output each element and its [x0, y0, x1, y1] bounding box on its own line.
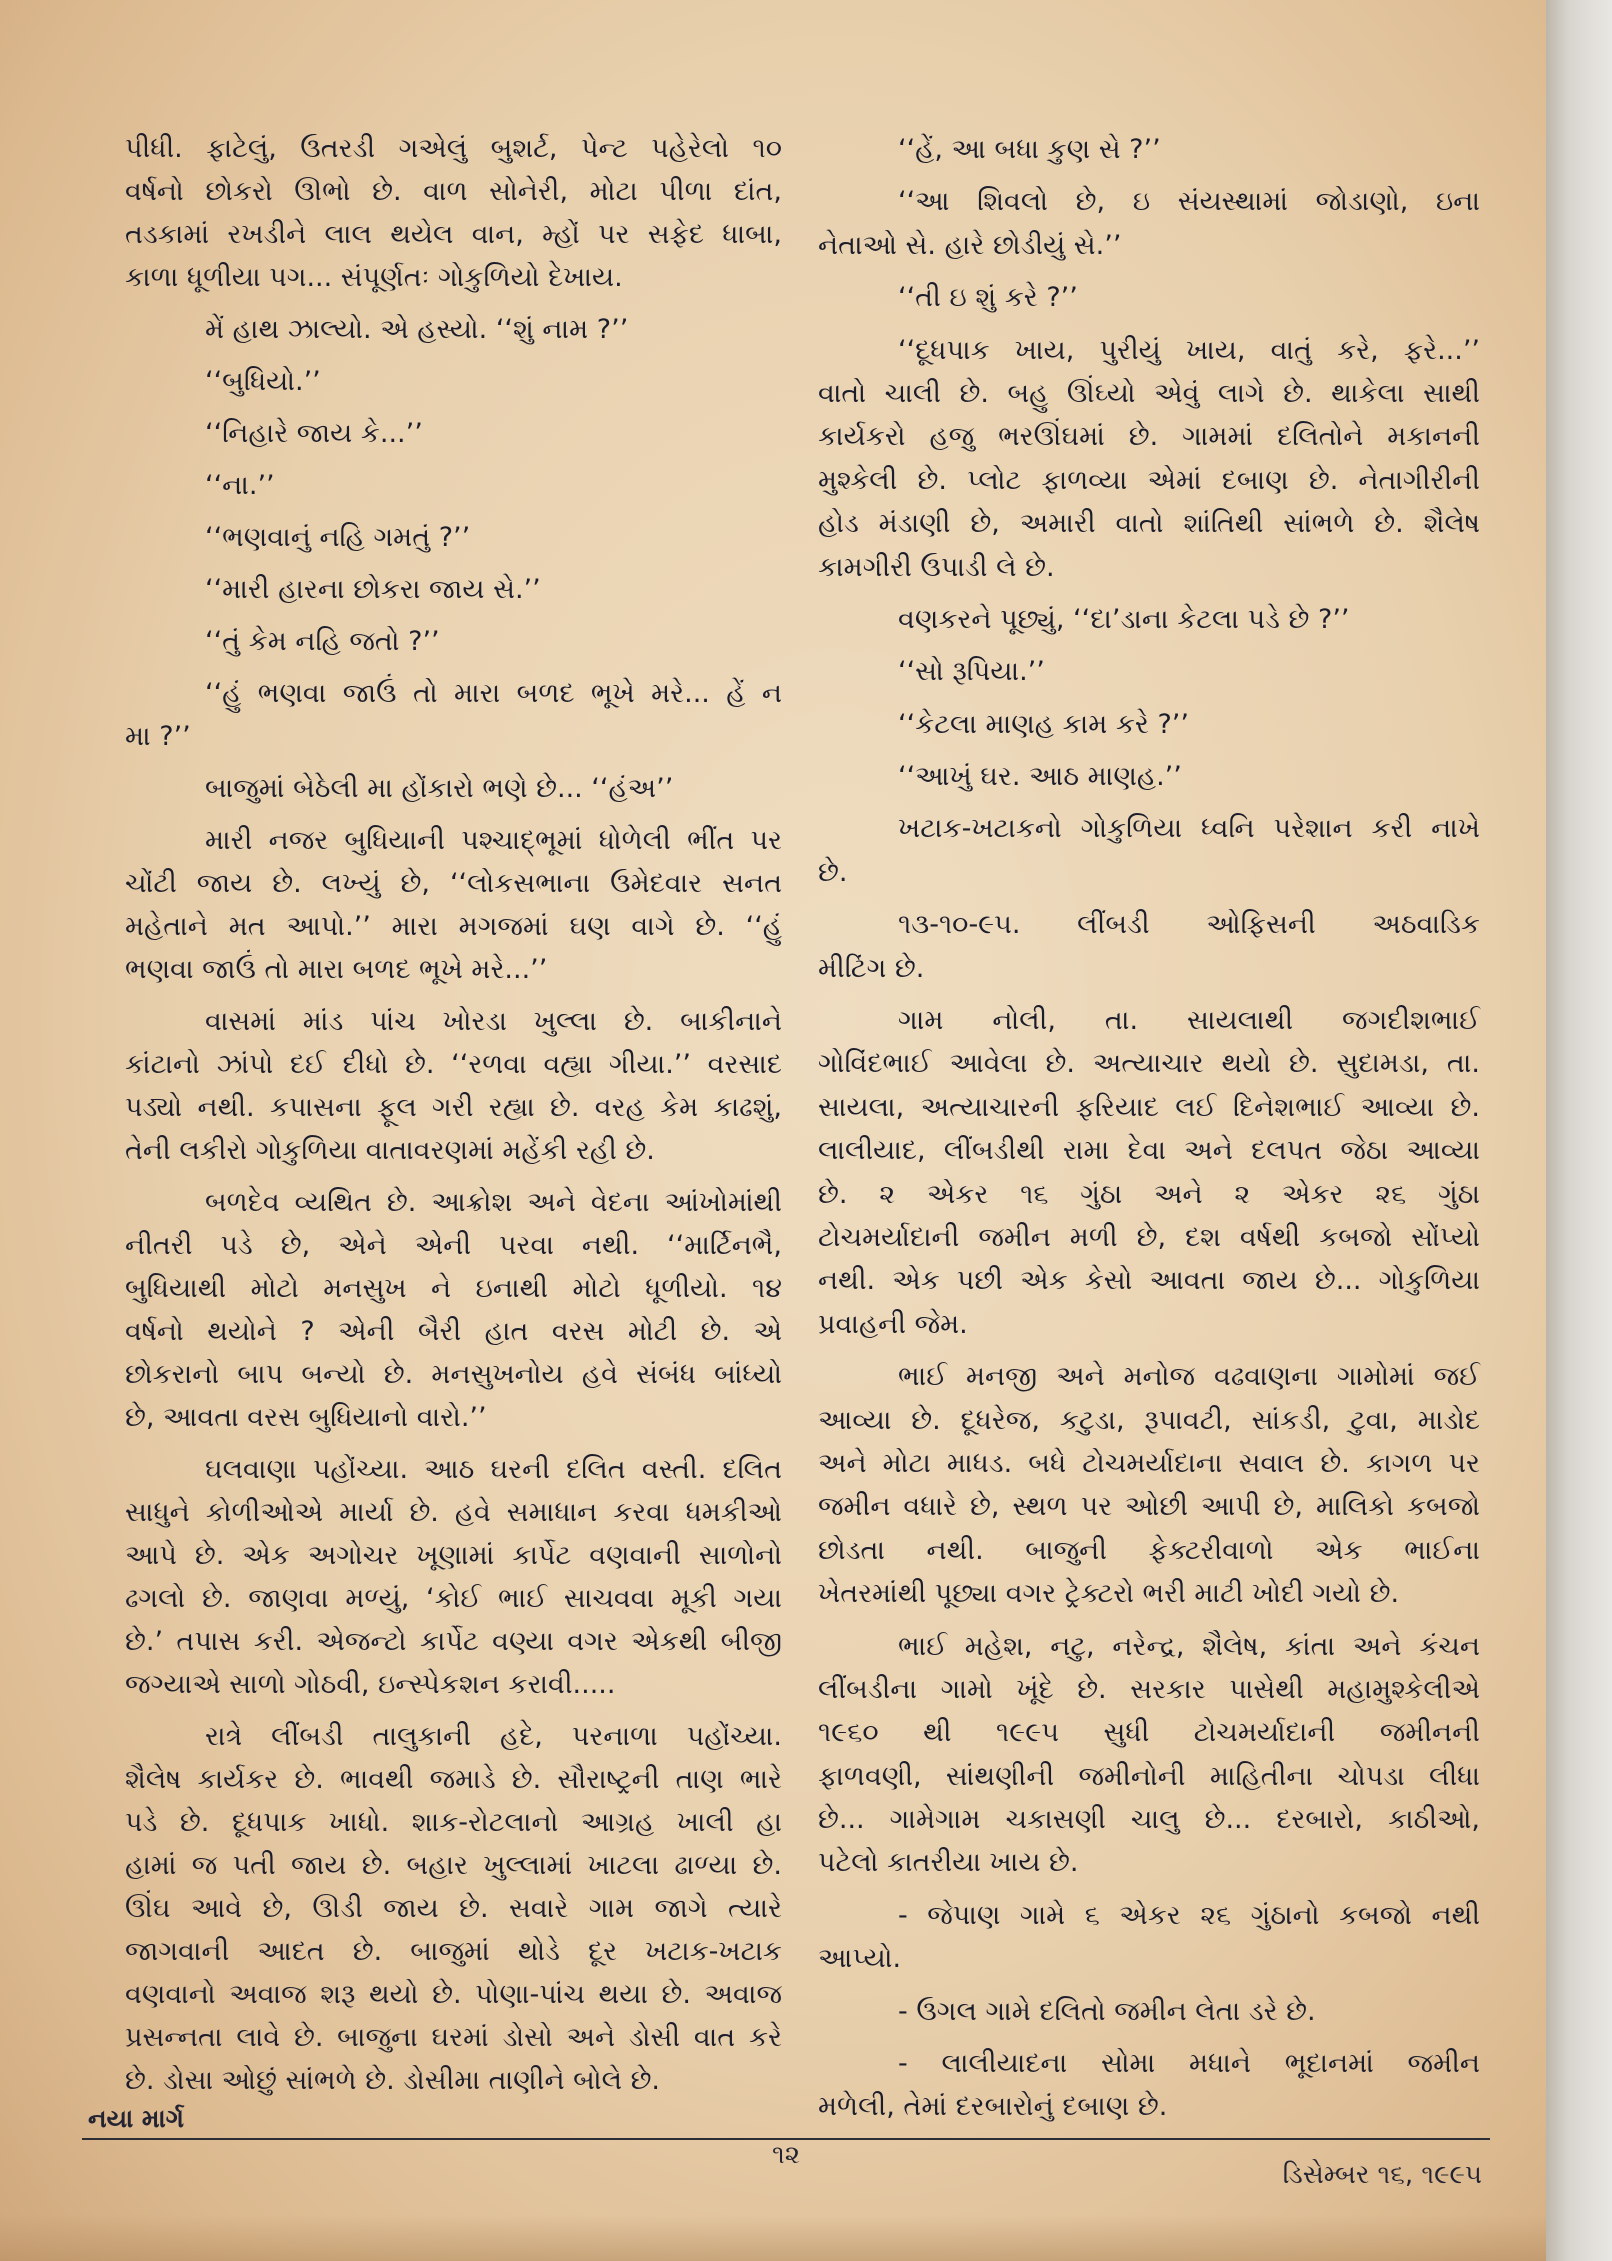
paragraph	[125, 360, 782, 403]
text-line: પડે છે. દૂધપાક ખાધો. શાક-રોટલાનો આગ્રહ ખાલી હા	[125, 1807, 782, 1838]
text-line: છે.’ તપાસ કરી. એજન્ટો કાર્પેટ વણ્યા વગર એકથી બીજી	[125, 1626, 782, 1657]
text-line: વાતો ચાલી છે. બહુ ઊંઘ્યો એવું લાગે છે. થાકેલા સાથી	[818, 377, 1480, 409]
text-line: તેની લકીરો ગોકુળિયા વાતાવરણમાં મહેંકી રહી છે.	[125, 1135, 655, 1166]
text-line: ‘‘બુધિયો.’’	[205, 366, 321, 397]
paragraph	[818, 1990, 1480, 2033]
text-line: સાયલા, અત્યાચારની ફરિયાદ લઈ દિનેશભાઈ આવ્યા છે.	[818, 1091, 1480, 1123]
text-line: બુધિયાથી મોટો મનસુખ ને ઇનાથી મોટો ધૂળીયો. ૧૪	[125, 1273, 782, 1304]
paragraph	[818, 755, 1480, 798]
text-line: ‘‘કેટલા માણહ કામ કરે ?’’	[898, 708, 1189, 740]
text-line: - ઉગલ ગામે દલિતો જમીન લેતા ડરે છે.	[898, 1995, 1316, 2027]
text-line: ‘‘ના.’’	[205, 470, 275, 501]
text-line: જગ્યાએ સાળો ગોઠવી, ઇન્સ્પેકશન કરાવી.....	[125, 1669, 616, 1700]
text-line: પીધી. ફાટેલું, ઉતરડી ગએલું બુશર્ટ, પેન્ટ પહેરેલો ૧૦	[125, 133, 782, 164]
text-line: ઊંઘ આવે છે, ઊડી જાય છે. સવારે ગામ જાગે ત્યારે	[125, 1893, 782, 1924]
text-line: છે, આવતા વરસ બુધિયાનો વારો.’’	[125, 1402, 487, 1433]
text-line: પડ્યો નથી. કપાસના ફૂલ ગરી રહ્યા છે. વરહ કેમ કાઢશું,	[125, 1092, 782, 1123]
text-line: આપ્યો.	[818, 1943, 902, 1975]
text-line: પ્રસન્નતા લાવે છે. બાજુના ઘરમાં ડોસો અને ડોસી વાત કરે	[125, 2022, 782, 2053]
paragraph	[818, 807, 1480, 894]
text-line: સાધુને કોળીઓએ માર્યા છે. હવે સમાધાન કરવા ધમકીઓ	[125, 1497, 782, 1528]
paragraph	[818, 180, 1480, 267]
text-line: છોકરાનો બાપ બન્યો છે. મનસુખનોય હવે સંબંધ બાંધ્યો	[125, 1359, 782, 1390]
text-line: ટોચમર્યાદાની જમીન મળી છે, દશ વર્ષથી કબજો સોંપ્યો	[818, 1221, 1480, 1253]
text-line: ‘‘હું ભણવા જાઉં તો મારા બળદ ભૂખે મરે... હેં ન	[205, 678, 782, 709]
text-line: છે. ડોસા ઓછું સાંભળે છે. ડોસીમા તાણીને બોલે છે.	[125, 2065, 661, 2096]
text-line: ૧૩-૧૦-૯૫. લીંબડી ઓફિસની અઠવાડિક	[898, 909, 1480, 941]
paragraph	[125, 412, 782, 455]
text-line: વણકરને પૂછ્યું, ‘‘દા’ડાના કેટલા પડે છે ?’’	[898, 603, 1350, 635]
text-line: ભાઈ મહેશ, નટુ, નરેન્દ્ર, શૈલેષ, કાંતા અને કંચન	[898, 1630, 1480, 1662]
paragraph	[818, 650, 1480, 693]
text-line: ‘‘સો રૂપિયા.’’	[898, 656, 1045, 688]
text-line: મળેલી, તેમાં દરબારોનું દબાણ છે.	[818, 2091, 1168, 2123]
text-line: જાગવાની આદત છે. બાજુમાં થોડે દૂર ખટાક-ખટાક	[125, 1936, 782, 1967]
text-line: જમીન વધારે છે, સ્થળ પર ઓછી આપી છે, માલિકો કબજો	[818, 1491, 1480, 1523]
text-line: ઢગલો છે. જાણવા મળ્યું, ‘કોઈ ભાઈ સાચવવા મૂકી ગયા	[125, 1583, 782, 1614]
text-line: છોડતા નથી. બાજુની ફેક્ટરીવાળો એક ભાઈના	[818, 1534, 1480, 1566]
paragraph	[125, 516, 782, 559]
text-line: ભાઈ મનજી અને મનોજ વઢવાણના ગામોમાં જઈ	[898, 1361, 1480, 1393]
paragraph	[125, 620, 782, 663]
text-line: છે.	[818, 856, 848, 888]
text-line: ખટાક-ખટાકનો ગોકુળિયા ધ્વનિ પરેશાન કરી નાખે	[898, 813, 1480, 845]
paragraph	[818, 1625, 1480, 1885]
text-line: ઘલવાણા પહોંચ્યા. આઠ ઘરની દલિત વસ્તી. દલિત	[205, 1454, 782, 1485]
text-line: ચોંટી જાય છે. લખ્યું છે, ‘‘લોકસભાના ઉમેદવાર સનત	[125, 868, 782, 899]
paragraph	[818, 2042, 1480, 2129]
scanner-background	[1546, 0, 1612, 2261]
paragraph	[125, 568, 782, 611]
paragraph	[818, 598, 1480, 641]
text-line: ‘‘હેં, આ બધા કુણ સે ?’’	[898, 134, 1161, 165]
text-line: છે. ૨ એકર ૧૬ ગુંઠા અને ૨ એકર ૨૬ ગુંઠા	[818, 1178, 1480, 1210]
text-line: - લાલીયાદના સોમા મધાને ભૂદાનમાં જમીન	[898, 2048, 1480, 2080]
paragraph	[818, 276, 1480, 319]
text-line: લાલીયાદ, લીંબડીથી રામા દેવા અને દલપત જેઠા આવ્યા	[818, 1135, 1480, 1167]
paragraph	[818, 1355, 1480, 1615]
paragraph	[125, 819, 782, 991]
text-line: લીંબડીના ગામો ખૂંદે છે. સરકાર પાસેથી મહામુશ્કેલીએ	[818, 1673, 1480, 1705]
text-line: છે... ગામેગામ ચકાસણી ચાલુ છે... દરબારો, કાઠીઓ,	[818, 1804, 1480, 1836]
text-line: ‘‘આ શિવલો છે, ઇ સંયસ્થામાં જોડાણો, ઇના	[898, 186, 1480, 218]
text-line: ‘‘નિહારે જાય કે...’’	[205, 418, 423, 449]
text-line: તડકામાં રખડીને લાલ થયેલ વાન, મ્હોં પર સફેદ ધાબા,	[125, 219, 782, 250]
paragraph	[125, 308, 782, 351]
paragraph	[818, 999, 1480, 1346]
text-line: અને મોટા માધડ. બધે ટોચમર્યાદાના સવાલ છે. કાગળ પર	[818, 1447, 1480, 1479]
text-line: મેં હાથ ઝાલ્યો. એ હસ્યો. ‘‘શું નામ ?’’	[205, 314, 629, 345]
text-line: નથી. એક પછી એક કેસો આવતા જાય છે... ગોકુળિયા	[818, 1265, 1480, 1297]
text-line: મહેતાને મત આપો.’’ મારા મગજમાં ઘણ વાગે છે. ‘‘હું	[125, 911, 782, 942]
text-line: શૈલેષ કાર્યકર છે. ભાવથી જમાડે છે. સૌરાષ્ટ્રની તાણ ભારે	[125, 1764, 782, 1795]
paragraph	[125, 1448, 782, 1706]
text-line: ‘‘તી ઇ શું કરે ?’’	[898, 282, 1078, 314]
text-line: પ્રવાહની જેમ.	[818, 1308, 968, 1340]
text-line: ‘‘આખું ઘર. આઠ માણહ.’’	[898, 761, 1182, 793]
footer-publication-name: નયા માર્ગ	[88, 2104, 184, 2133]
paragraph	[125, 767, 782, 810]
text-line: પટેલો કાતરીયા ખાય છે.	[818, 1847, 1079, 1879]
paragraph	[125, 1715, 782, 2102]
text-line: કાંટાનો ઝાંપો દઈ દીધો છે. ‘‘રળવા વહ્યા ગીયા.’’ વરસાદ	[125, 1049, 782, 1080]
text-line: વર્ષનો થયોને ? એની બૈરી હાત વરસ મોટી છે. એ	[125, 1316, 782, 1347]
text-line: મારી નજર બુધિયાની પશ્ચાદ્ભૂમાં ધોળેલી ભીંત પર	[205, 825, 782, 856]
issue-date: ડિસેમ્બર ૧૬, ૧૯૯૫	[1282, 2160, 1482, 2190]
text-line: ફાળવણી, સાંથણીની જમીનોની માહિતીના ચોપડા લીધા	[818, 1760, 1480, 1792]
right-column	[818, 128, 1480, 2138]
text-line: કાળા ધૂળીયા પગ... સંપૂર્ણતઃ ગોકુળિયો દેખાય.	[125, 262, 623, 293]
paragraph	[818, 329, 1480, 589]
text-line: રાત્રે લીંબડી તાલુકાની હદે, પરનાળા પહોંચ્યા.	[205, 1721, 782, 1752]
left-column	[125, 127, 782, 2111]
text-line: ‘‘મારી હારના છોકરા જાય સે.’’	[205, 574, 541, 605]
text-line: ‘‘તું કેમ નહિ જતો ?’’	[205, 626, 440, 657]
text-line: હોડ મંડાણી છે, અમારી વાતો શાંતિથી સાંભળે છે. શૈલેષ	[818, 508, 1480, 540]
text-line: આવ્યા છે. દૂધરેજ, કટુડા, રૂપાવટી, સાંકડી, ટુવા, માડોદ	[818, 1404, 1480, 1436]
paragraph	[818, 128, 1480, 171]
text-line: ૧૯૬૦ થી ૧૯૯૫ સુધી ટોચમર્યાદાની જમીનની	[818, 1717, 1480, 1749]
text-line: નેતાઓ સે. હારે છોડીયું સે.’’	[818, 229, 1122, 261]
page-bottom-shading	[0, 2215, 1546, 2261]
text-line: - જેપાણ ગામે ૬ એકર ૨૬ ગુંઠાનો કબજો નથી	[898, 1899, 1480, 1931]
text-line: વાસમાં માંડ પાંચ ખોરડા ખુલ્લા છે. બાકીનાને	[205, 1006, 782, 1037]
text-line: નીતરી પડે છે, એને એની પરવા નથી. ‘‘માર્ટિનભૈ,	[125, 1230, 782, 1261]
text-line: વર્ષનો છોકરો ઊભો છે. વાળ સોનેરી, મોટા પીળા દાંત,	[125, 176, 782, 207]
text-line: મુશ્કેલી છે. પ્લોટ ફાળવ્યા એમાં દબાણ છે. નેતાગીરીની	[818, 464, 1480, 496]
text-line: બાજુમાં બેઠેલી મા હોંકારો ભણે છે... ‘‘હંઅ’’	[205, 773, 674, 804]
text-line: ‘‘દૂધપાક ખાય, પુરીયું ખાય, વાતું કરે, ફરે...’’	[898, 334, 1480, 366]
text-line: મીટિંગ છે.	[818, 952, 925, 984]
text-line: કાર્યકરો હજુ ભરઊંઘમાં છે. ગામમાં દલિતોને મકાનની	[818, 421, 1480, 453]
paragraph	[125, 127, 782, 299]
text-line: ભણવા જાઉં તો મારા બળદ ભૂખે મરે...’’	[125, 954, 548, 985]
page-number: ૧૨	[772, 2140, 801, 2170]
paragraph	[125, 464, 782, 507]
paragraph	[818, 903, 1480, 990]
paragraph	[125, 1181, 782, 1439]
text-line: હામાં જ પતી જાય છે. બહાર ખુલ્લામાં ખાટલા ઢાળ્યા છે.	[125, 1850, 782, 1881]
text-line: ‘‘ભણવાનું નહિ ગમતું ?’’	[205, 522, 471, 553]
text-line: કામગીરી ઉપાડી લે છે.	[818, 551, 1055, 583]
paragraph	[818, 703, 1480, 746]
text-line: ગામ નોલી, તા. સાયલાથી જગદીશભાઈ	[898, 1005, 1480, 1037]
text-line: વણવાનો અવાજ શરૂ થયો છે. પોણા-પાંચ થયા છે. અવાજ	[125, 1979, 782, 2010]
text-line: મા ?’’	[125, 721, 191, 752]
text-line: ગોવિંદભાઈ આવેલા છે. અત્યાચાર થયો છે. સુદામડા, તા.	[818, 1048, 1480, 1080]
paragraph	[125, 1000, 782, 1172]
paragraph	[125, 672, 782, 758]
paragraph	[818, 1894, 1480, 1981]
text-line: ખેતરમાંથી પૂછ્યા વગર ટ્રેક્ટરો ભરી માટી ખોદી ગયો છે.	[818, 1578, 1400, 1610]
text-line: બળદેવ વ્યથિત છે. આક્રોશ અને વેદના આંખોમાંથી	[205, 1187, 782, 1218]
text-line: આપે છે. એક અગોચર ખૂણામાં કાર્પેટ વણવાની સાળોનો	[125, 1540, 782, 1571]
